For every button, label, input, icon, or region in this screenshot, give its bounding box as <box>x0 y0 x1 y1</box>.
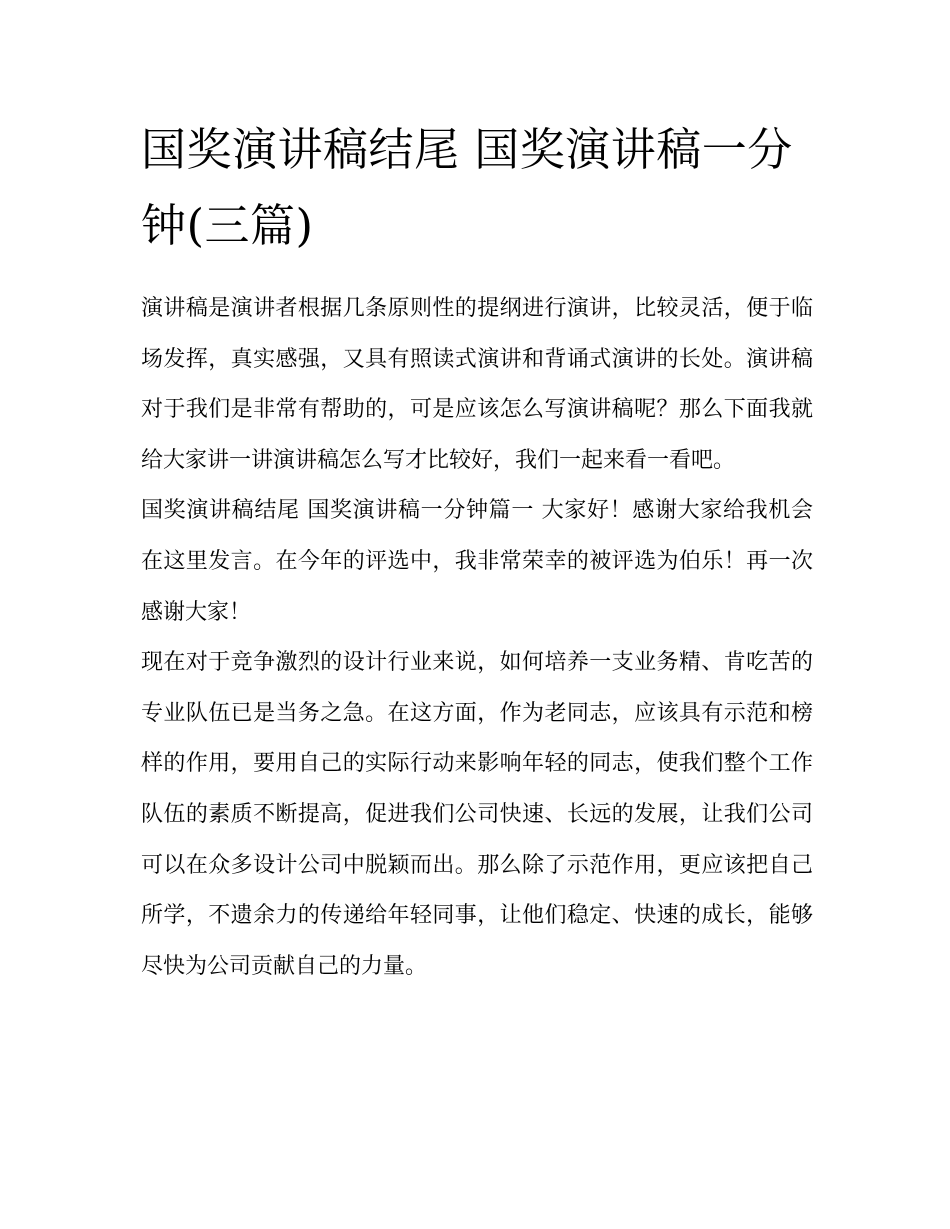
paragraph-speech-body: 现在对于竞争激烈的设计行业来说，如何培养一支业务精、肯吃苦的专业队伍已是当务之急。在这方面，作为老同志，应该具有示范和榜样的作用，要用自己的实际行动来影响年轻的同志，使我们整个工作队伍的素质不断提高，促进我们公司快速、长远的发展，让我们公司可以在众多设计公司中脱颖而出。那么除了示范作用，更应该把自己所学，不遗余力的传递给年轻同事，让他们稳定、快速的成长，能够尽快为公司贡献自己的力量。 <box>141 650 813 979</box>
document-page <box>141 112 813 992</box>
paragraph-speech-opening: 国奖演讲稿结尾 国奖演讲稿一分钟篇一 大家好！感谢大家给我机会在这里发言。在今年的评选中，我非常荣幸的被评选为伯乐！再一次感谢大家！ <box>141 498 813 625</box>
document-title: 国奖演讲稿结尾 国奖演讲稿一分钟(三篇) <box>141 123 793 252</box>
document-body <box>141 284 813 992</box>
paragraph-intro: 演讲稿是演讲者根据几条原则性的提纲进行演讲，比较灵活，便于临场发挥，真实感强，又具有照读式演讲和背诵式演讲的长处。演讲稿对于我们是非常有帮助的，可是应该怎么写演讲稿呢？那么下面我就给大家讲一讲演讲稿怎么写才比较好，我们一起来看一看吧。 <box>141 296 813 473</box>
